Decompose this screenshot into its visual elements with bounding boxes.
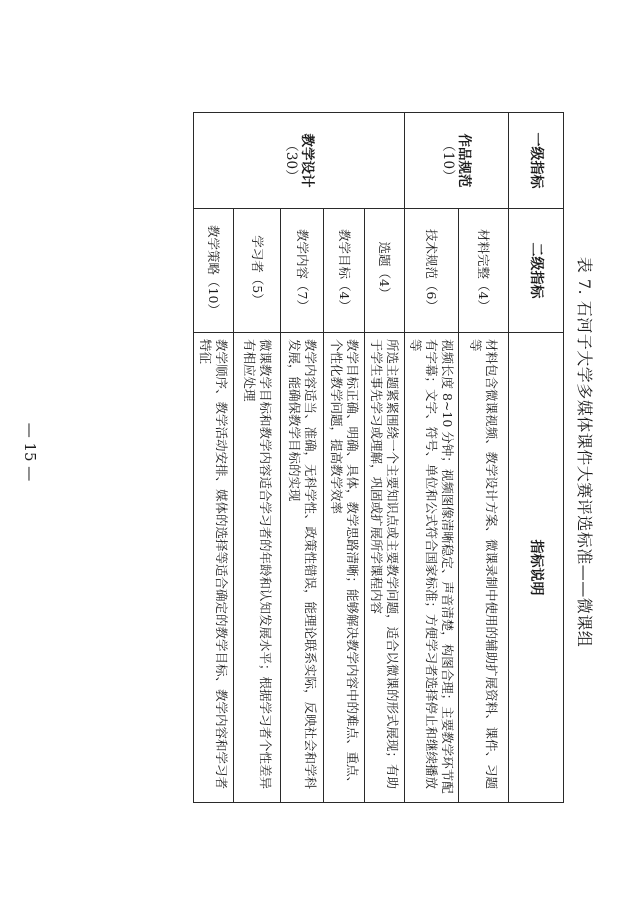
description-cell: 微课教学目标和教学内容适合学习者的年龄和认知发展水平；根据学习者个性差异有相应处理	[234, 333, 281, 803]
header-level1: 一级指标	[509, 113, 564, 209]
table-row	[234, 113, 281, 803]
table-row	[194, 113, 234, 803]
description-cell: 教学目标正确、明确、具体，教学思路清晰；能够解决教学内容中的难点、重点、个性化教学问题，提高教学效率	[324, 333, 365, 803]
group-weight: （10）	[440, 138, 457, 183]
indicator-cell: 教学策略（10）	[194, 209, 234, 333]
group-cell-works-standard	[405, 113, 509, 209]
description-cell: 所选主题紧紧围绕一个主要知识点或主要教学问题，适合以微课的形式展现；有助于学生事先学习或理解，巩固或扩展所学课程内容	[365, 333, 405, 803]
group-name: 教学设计	[299, 133, 315, 188]
indicator-cell: 学习者（5）	[234, 209, 281, 333]
page-number: — 15 —	[21, 422, 39, 482]
header-description: 指标说明	[509, 333, 564, 803]
table-row	[365, 113, 405, 803]
description-cell: 视频长度 8~10 分钟；视频图像清晰稳定、声音清楚，构图合理；主要教学环节配有字幕；文字、符号、单位和公式符合国家标准；方便学习者选择停止和继续播放等	[405, 333, 459, 803]
description-cell: 材料包含微课视频、教学设计方案、微课录制中使用的辅助扩展资料、课件、习题等	[459, 333, 509, 803]
table-row	[324, 113, 365, 803]
table-header-row	[509, 113, 564, 803]
description-cell: 教学内容适当、准确，无科学性、政策性错误，能理论联系实际，反映社会和学科发展，能确保教学目标的实现	[281, 333, 324, 803]
indicator-cell: 教学目标（4）	[324, 209, 365, 333]
indicator-cell: 技术规范（6）	[405, 209, 459, 333]
table-row	[405, 113, 459, 803]
table-row	[459, 113, 509, 803]
indicator-cell: 教学内容（7）	[281, 209, 324, 333]
indicator-cell: 材料完整（4）	[459, 209, 509, 333]
header-level2: 二级指标	[509, 209, 564, 333]
group-cell-teaching-design	[194, 113, 405, 209]
evaluation-criteria-table	[193, 112, 564, 803]
group-weight: （30）	[283, 138, 299, 183]
table-row	[281, 113, 324, 803]
description-cell: 教学顺序、教学活动安排、媒体的选择等适合确定的教学目标、教学内容和学习者特征	[194, 333, 234, 803]
group-name: 作品规范	[456, 133, 473, 188]
indicator-cell: 选题（4）	[365, 209, 405, 333]
table-title: 表 7. 石河子大学多媒体课件大赛评选标准——微课组	[575, 256, 594, 648]
